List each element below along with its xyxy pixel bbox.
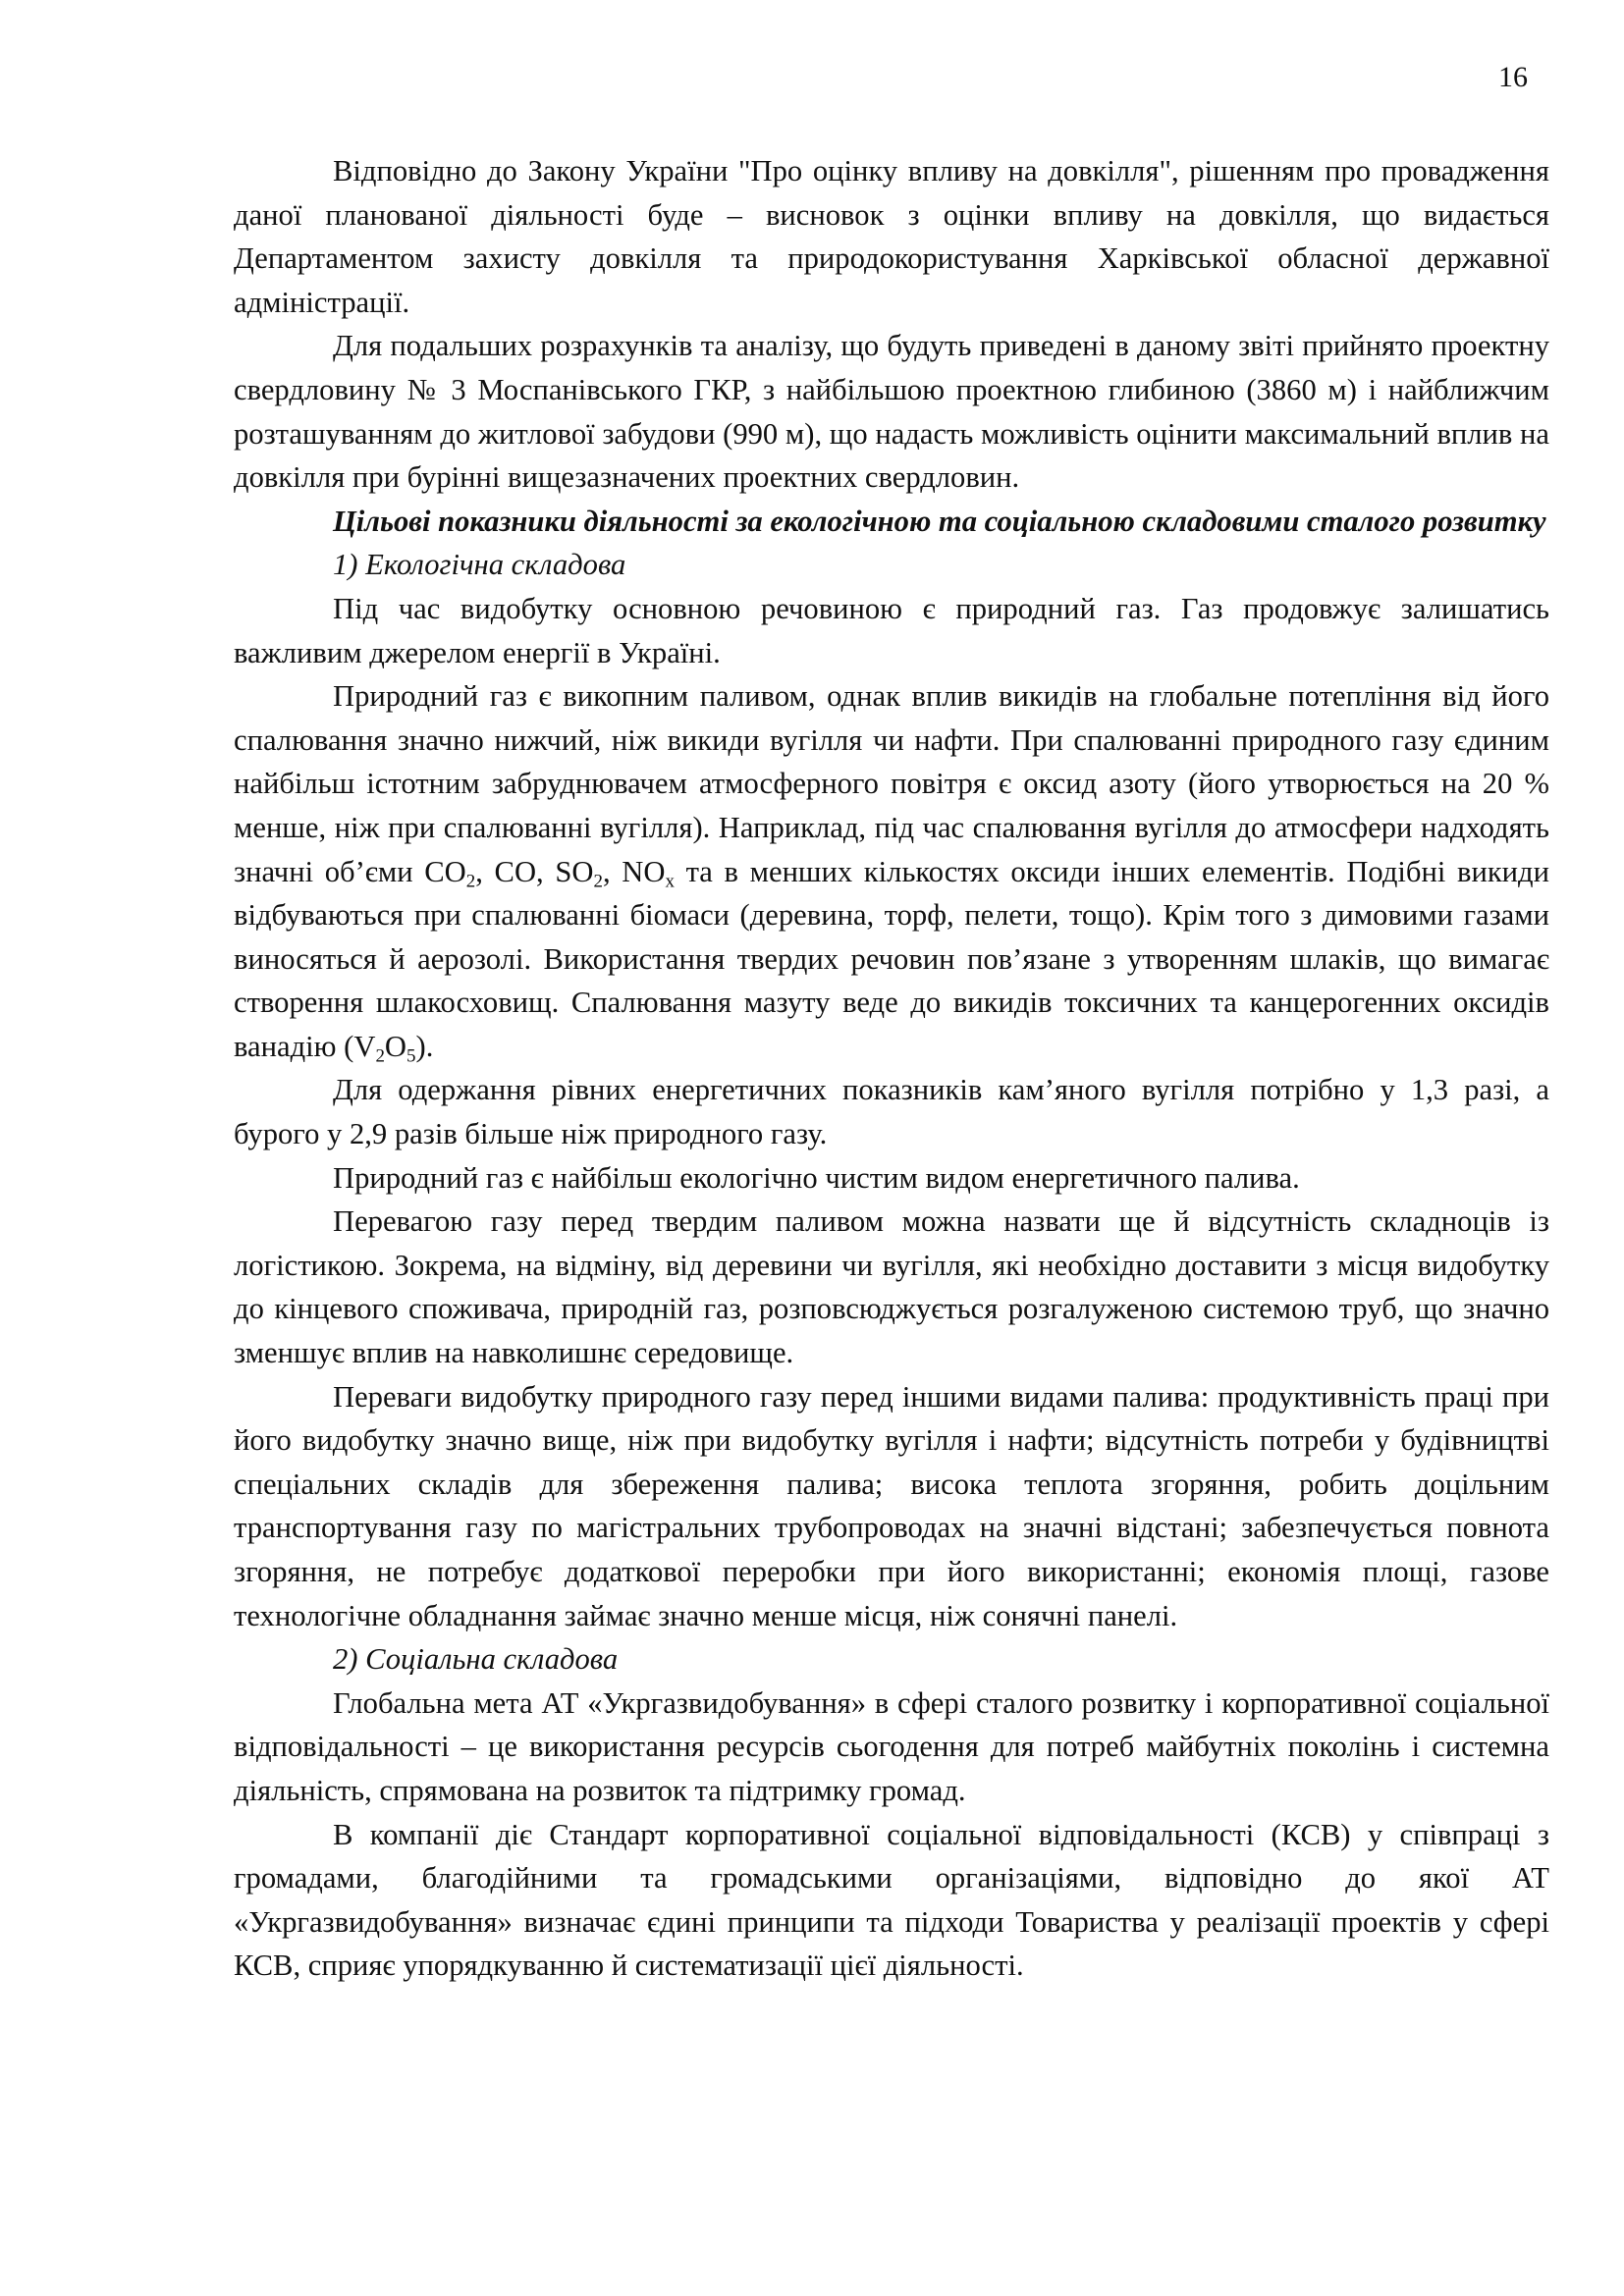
paragraph-energy-equivalents: Для одержання рівних енергетичних показників кам’яного вугілля потрібно у 1,3 разі, а бурого у 2,9 разів більше ніж природного газу. [234,1073,1549,1151]
paragraph-global-goal: Глобальна мета АТ «Укргазвидобування» в сфері сталого розвитку і корпоративної соціальної відповідальності – це використання ресурсів сьогодення для потреб майбутніх поколінь і системна діяльність, спрямована на розвиток та підтримку громад. [234,1685,1549,1807]
paragraph-cleanest-fuel: Природний газ є найбільш екологічно чистим видом енергетичного палива. [333,1160,1300,1195]
document-body [234,149,1549,1988]
page-number: 16 [1498,61,1528,93]
paragraph-advantages: Переваги видобутку природного газу перед іншими видами палива: продуктивність праці при його видобутку значно вище, ніж при видобутку вугілля і нафти; відсутність потреби у будівництві спеціальних складів для збереження палива; висока теплота згоряння, робить доцільним транспортування газу по магістральних трубопроводах на значні відстані; забезпечується повнота згоряння, не потребує додаткової переробки при його використанні; економія площі, газове технологічне обладнання займає значно менше місця, ніж сонячні панелі. [234,1379,1549,1632]
section-heading-sustainability-targets: Цільові показники діяльності за екологічною та соціальною складовими сталого розвитку [333,504,1546,538]
paragraph-design-well: Для подальших розрахунків та аналізу, що будуть приведені в даному звіті прийнято проектну свердловину № 3 Моспанівського ГКР, з найбільшою проектною глибиною (3860 м) і найближчим розташуванням до житлової забудови (990 м), що надасть можливість оцінити максимальний вплив на довкілля при бурінні вищезазначених проектних свердловин. [234,329,1549,495]
paragraph-csr-standard: В компанії діє Стандарт корпоративної соціальної відповідальності (КСВ) у співпраці з громадами, благодійними та громадськими організаціями, відповідно до якої АТ «Укргазвидобування» визначає єдині принципи та підходи Товариства у реалізації проектів у сфері КСВ, сприяє упорядкуванню й систематизації цієї діяльності. [234,1817,1549,1983]
paragraph-emissions: Природний газ є викопним паливом, однак вплив викидів на глобальне потепління від його спалювання значно нижчий, ніж викиди вугілля чи нафти. При спалюванні природного газу єдиним найбільш істотним забруднювачем атмосферного повітря є оксид азоту (його утворюється на 20 % менше, ніж при спалюванні вугілля). Наприклад, під час спалювання вугілля до атмосфери надходять значні об’єми $CO_2$, CO, $SO_2$, $NO_x$ та в менших кількостях оксиди інших елементів. Подібні викиди відбуваються при спалюванні біомаси (деревина, торф, пелети, тощо). Крім того з димовими газами виносяться й аерозолі. Використання твердих речовин пов’язане з утворенням шлаків, що вимагає створення шлакосховищ. Спалювання мазуту веде до викидів токсичних та канцерогенних оксидів ванадію $(V_2O_5)$. [234,679,1549,1067]
paragraph-logistics: Перевагою газу перед твердим паливом можна назвати ще й відсутність складноців із логістикою. Зокрема, на відміну, від деревини чи вугілля, які необхідно доставити з місця видобутку до кінцевого споживача, природній газ, розповсюджується розгалуженою системою труб, що значно зменшує вплив на навколишнє середовище. [234,1204,1549,1370]
subheading-social: 2) Соціальна складова [333,1642,619,1677]
subheading-ecological: 1) Екологічна складова [333,548,626,582]
paragraph-assessment-decision: Відповідно до Закону України "Про оцінку впливу на довкілля", рішенням про провадження даної планованої діяльності буде – висновок з оцінки впливу на довкілля, що видається Департаментом захисту довкілля та природокористування Харківської обласної державної адміністрації. [234,154,1549,319]
paragraph-natural-gas-main: Під час видобутку основною речовиною є природний газ. Газ продовжує залишатись важливим джерелом енергії в Україні. [234,591,1549,669]
